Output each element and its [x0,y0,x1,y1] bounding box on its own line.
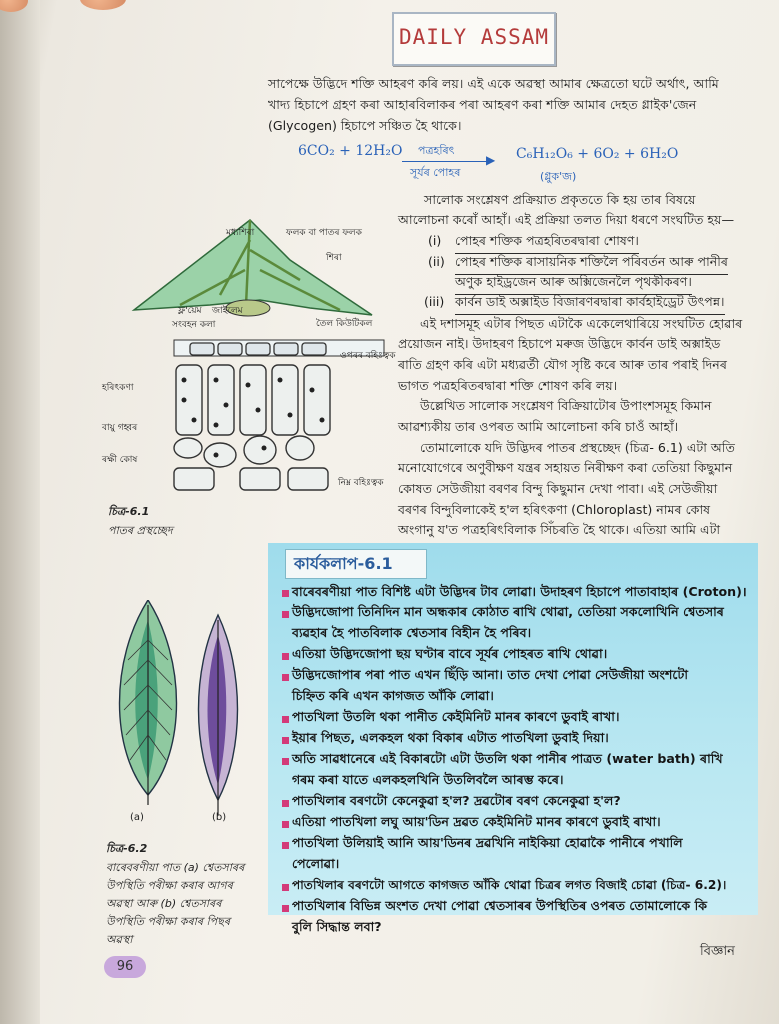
equation-condition: সূৰ্যৰ পোহৰ [410,166,461,179]
activity-item: ইয়াৰ পিছত, এলকহল থকা বিকাৰ এটাত পাতখিলা ডুবাই দিয়া। [292,730,609,745]
fig-label: সংবহন কলা [172,320,216,330]
activity-item: ব্যৱহাৰ হৈ পাতবিলাক শ্বেতসাৰ বিহীন হৈ পৰিব। [292,625,532,640]
bullet-icon [282,716,289,723]
fig1-caption-title: চিত্ৰ-6.1 [108,505,150,518]
text-line: প্ৰয়োজন নাই। উদাহৰণ হিচাপে মৰুজ উদ্ভিদে কাৰ্বন ডাই অক্সাইড [398,336,721,351]
fig-label: তৈল কিউটিকল [316,319,373,329]
text-line: ৰাতি গ্ৰহণ কৰি এটা মধ্যৱৰ্তী যৌগ সৃষ্টি কৰে আৰু তাৰ পৰাই দিনৰ [398,357,727,372]
bullet-icon [282,905,289,912]
fig2-caption: উপস্থিতি পৰীক্ষা কৰাৰ পিছৰ [106,915,231,928]
bullet-icon [282,821,289,828]
step-number: (ii) [428,254,445,269]
activity-item: গৰম কৰা যাতে এলকহলখিনি উতলিবলৈ আৰম্ভ কৰে। [292,772,564,787]
equation-product-note: (গ্লুক'জ) [540,170,577,183]
activity-item: উদ্ভিদজোপা তিনিদিন মান অন্ধকাৰ কোঠাত ৰাখি থোৱা, তেতিয়া সকলোখিনি শ্বেতসাৰ [292,604,724,619]
text-line: তোমালোকে যদি উদ্ভিদৰ পাতৰ প্ৰস্থচ্ছেদ (চিত্ৰ- 6.1) এটা অতি [420,440,735,455]
arrow-head-icon: ▶ [486,153,496,167]
step-text: পোহৰ শক্তিক ৰাসায়নিক শক্তিলৈ পৰিবৰ্তন আৰু পানীৰ [455,254,728,275]
intro-line: খাদ্য হিচাপে গ্ৰহণ কৰা আহাৰবিলাকৰ পৰা আহৰণ কৰা শক্তি আমাৰ দেহত গ্লাইক'জেন [268,97,697,112]
fig2-label-b: (b) [212,812,227,823]
bullet-icon [282,800,289,807]
fig2-caption: বাৰেবৰণীয়া পাত (a) শ্বেতসাৰৰ [106,861,245,874]
fig-label: ফলক বা পাতৰ ফলক [286,228,362,238]
bullet-icon [282,611,289,618]
bullet-icon [282,842,289,849]
equation-reactants: 6CO₂ + 12H₂O [298,143,403,159]
step-number: (iii) [424,294,445,309]
fig-label: মধ্যশিৰা [226,228,255,238]
text-line: আলোচনা কৰোঁ আহাঁ। এই প্ৰক্ৰিয়া তলত দিয়া ধৰণে সংঘটিত হয়— [398,212,735,227]
intro-line: (Glycogen) হিচাপে সঞ্চিত হৈ থাকে। [268,118,462,133]
text-line: অংগানু য'ত পত্ৰহৰিৎবিলাক সিঁচৰতি হৈ থাকে। এতিয়া আমি এটা [398,522,721,537]
intro-line: সাপেক্ষে উদ্ভিদে শক্তি আহৰণ কৰি লয়। এই একে অৱস্থা আমাৰ ক্ষেত্ৰতো ঘটে অৰ্থাৎ, আমি [268,76,719,91]
text-line: উল্লেখিত সালোক সংশ্লেষণ বিক্ৰিয়াটোৰ উপাংশসমূহ কিমান [420,398,712,413]
page-fold-shadow [0,0,40,1024]
equation-catalyst: পত্ৰহৰিৎ [418,144,455,157]
bullet-icon [282,653,289,660]
activity-title: কাৰ্যকলাপ-6.1 [294,554,393,573]
activity-item: পাতখিলাৰ বৰণটো আগতে কাগজত আঁকি থোৱা চিত্ৰৰ লগত বিজাই চোৱা (চিত্ৰ- 6.2)। [292,878,727,892]
text-line: ভাগত পত্ৰহৰিতৰদ্বাৰা শক্তি শোষণ কৰি লয়। [398,378,618,393]
activity-item: বাৰেবৰণীয়া পাত বিশিষ্ট এটা উদ্ভিদৰ টাব লোৱা। উদাহৰণ হিচাপে পাতাবাহাৰ (Croton)। [292,584,747,599]
fig1-caption: পাতৰ প্ৰস্থচ্ছেদ [108,524,173,537]
activity-title-box [285,549,427,579]
activity-item: পাতখিলাৰ বিভিন্ন অংশত দেখা পোৱা শ্বেতসাৰৰ উপস্থিতিৰ ওপৰত তোমালোকে কি [292,898,708,913]
fig2-caption-title: চিত্ৰ-6.2 [106,842,148,855]
page-number-badge: 96 [104,956,146,978]
equation-products: C₆H₁₂O₆ + 6O₂ + 6H₂O [516,146,679,162]
variegated-leaves-figure [100,600,270,830]
bullet-icon [282,590,289,597]
activity-item: অতি সাৱধানেৰে এই বিকাৰটো এটা উতলি থকা পানীৰ পাত্ৰত (water bath) ৰাখি [292,751,723,766]
fig2-caption: অৱস্থা আৰু (b) শ্বেতসাৰৰ [106,897,222,910]
fig2-caption: উপস্থিতি পৰীক্ষা কৰাৰ আগৰ [106,879,233,892]
fig-label: ফ্ল'য়েম [178,306,202,316]
activity-item: পাতখিলা উতলি থকা পানীত কেইমিনিট মানৰ কাৰণে ডুবাই ৰাখা। [292,709,620,724]
text-line: কোষত সেউজীয়া বৰণৰ বিন্দু কিছুমান দেখা পাবা। এই সেউজীয়া [398,481,718,496]
text-line: এই দশাসমূহ এটাৰ পিছত এটাকৈ একেলেথাৰিয়ে সংঘটিত হোৱাৰ [420,316,743,331]
activity-item: পেলোৱা। [292,856,340,871]
fig-label: বায়ু গহ্বৰ [102,423,138,433]
activity-item: এতিয়া পাতখিলা লঘু আয়'ডিন দ্ৰৱত কেইমিনিট মানৰ কাৰণে ডুবাই ৰাখা। [292,814,661,829]
text-line: আৱশ্যকীয় তাৰ ওপৰত আমি আলোচনা কৰি চাওঁ আহাঁ। [398,419,679,434]
footer-subject: বিজ্ঞান [700,944,735,959]
activity-item: বুলি সিদ্ধান্ত লবা? [292,919,382,934]
activity-item: পাতখিলাৰ বৰণটো কেনেকুৱা হ'ল? দ্ৰৱটোৰ বৰণ কেনেকুৱা হ'ল? [292,793,621,808]
step-text: অণুক হাইড্ৰজেন আৰু অক্সিজেনলৈ পৃথকীকৰণ। [455,274,692,295]
step-text: কাৰ্বন ডাই অক্সাইড বিজাৰণৰদ্বাৰা কাৰ্বহাইড্ৰেট উৎপন্ন। [455,294,725,315]
thumb-finger [80,0,126,10]
fig-label: ৰক্ষী কোষ [102,455,138,465]
fig-label: শিৰা [326,253,342,263]
text-line: মনোযোগেৰে অণুবীক্ষণ যন্ত্ৰৰ সহায়ত নিৰীক্ষণ কৰা তেতিয়া কিছুমান [398,460,733,475]
fig-label: নিম্ন বহিঃত্বক [338,478,384,488]
activity-item: পাতখিলা উলিয়াই আনি আয়'ডিনৰ দ্ৰৱখিনি নাইকিয়া হোৱাকৈ পানীৰে পখালি [292,835,683,850]
bullet-icon [282,737,289,744]
fig-label: ওপৰৰ বহিঃত্বক [340,351,396,361]
activity-item: উদ্ভিদজোপাৰ পৰা পাত এখন ছিঁড়ি আনা। তাত দেখা পোৱা সেউজীয়া অংশটো [292,667,688,682]
fig2-label-a: (a) [130,812,144,823]
bullet-icon [282,758,289,765]
leaf-cross-section-figure [100,200,400,500]
fig2-caption: অৱস্থা [106,933,133,946]
activity-item: চিহ্নিত কৰি এখন কাগজত আঁকি লোৱা। [292,688,494,703]
bullet-icon [282,884,289,891]
step-text: পোহৰ শক্তিক পত্ৰহৰিতৰদ্বাৰা শোষণ। [455,233,639,254]
step-number: (i) [428,233,442,248]
watermark-stamp: DAILY ASSAM [392,12,556,66]
text-line: বৰণৰ বিন্দুবিলাকেই হ'ল হৰিৎকণা (Chloroplast) নামৰ কোষ [398,502,711,517]
fig-label: হৰিৎকণা [102,383,134,393]
equation-arrow [402,161,490,162]
bullet-icon [282,674,289,681]
text-line: সালোক সংশ্লেষণ প্ৰক্ৰিয়াত প্ৰকৃততে কি হয় তাৰ বিষয়ে [424,192,696,207]
fig-label: জাইলেম [212,306,243,316]
activity-item: এতিয়া উদ্ভিদজোপা ছয় ঘণ্টাৰ বাবে সূৰ্যৰ পোহৰত ৰাখি থোৱা। [292,646,608,661]
